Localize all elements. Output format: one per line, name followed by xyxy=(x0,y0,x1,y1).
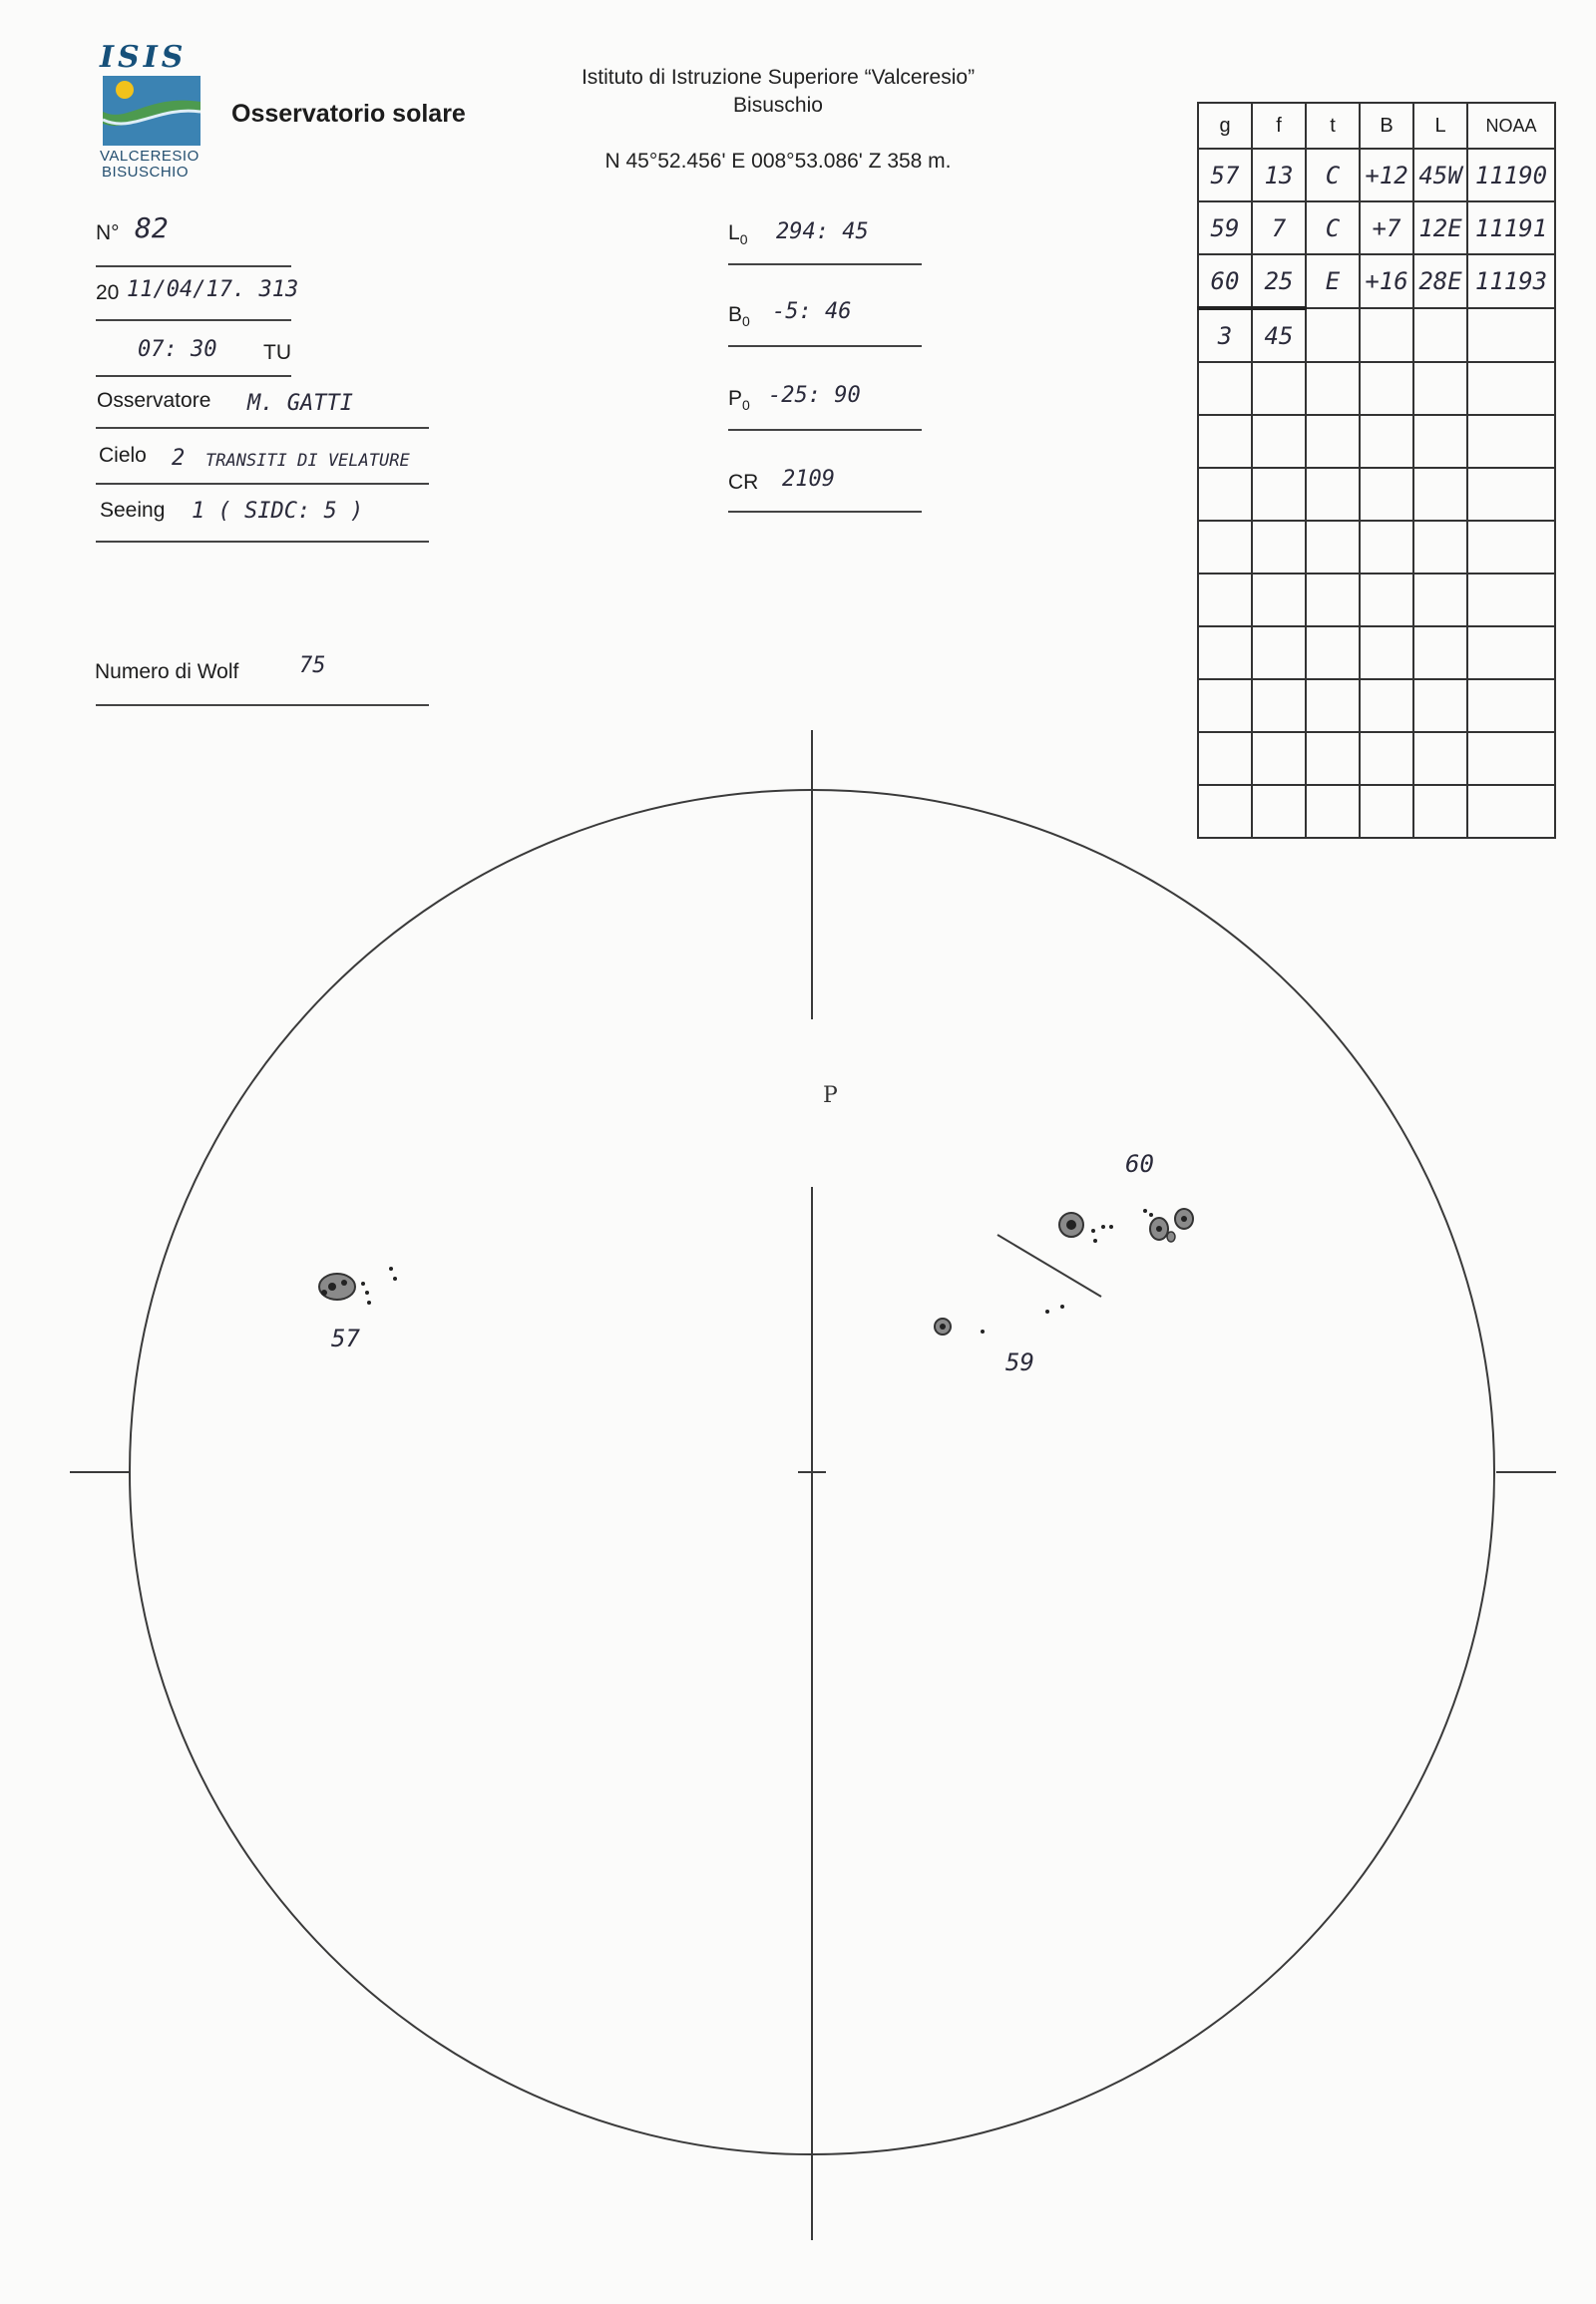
sunspot-group-60 xyxy=(1059,1209,1193,1243)
table-cell: C xyxy=(1306,149,1360,201)
header-f: f xyxy=(1252,103,1306,149)
table-cell: 57 xyxy=(1198,149,1252,201)
pole-label: P xyxy=(823,1083,838,1108)
header-noaa: NOAA xyxy=(1467,103,1555,149)
l0-value: 294: 45 xyxy=(776,219,869,244)
number-value: 82 xyxy=(135,211,169,244)
institute-name: Istituto di Istruzione Superiore “Valceresio” xyxy=(581,66,976,89)
observer-label: Osservatore xyxy=(97,389,211,412)
table-cell: 12E xyxy=(1413,201,1467,254)
group-label-60: 60 xyxy=(1125,1150,1154,1178)
header-l: L xyxy=(1413,103,1467,149)
table-cell: 11190 xyxy=(1467,149,1555,201)
table-cell: 59 xyxy=(1198,201,1252,254)
table-cell: +12 xyxy=(1360,149,1413,201)
seeing-value: 1 ( SIDC: 5 ) xyxy=(192,499,364,524)
sunspot-group-59 xyxy=(935,1305,1064,1335)
sky-label: Cielo xyxy=(99,444,147,467)
wolf-value: 75 xyxy=(299,653,326,678)
p0-value: -25: 90 xyxy=(768,383,861,408)
table-cell: C xyxy=(1306,201,1360,254)
table-cell: 11191 xyxy=(1467,201,1555,254)
header-t: t xyxy=(1306,103,1360,149)
time-value: 07: 30 xyxy=(138,337,217,362)
seeing-label: Seeing xyxy=(100,499,166,522)
sunspot-group-57 xyxy=(319,1267,397,1305)
table-cell: 3 xyxy=(1198,308,1252,362)
sky-value: 2 xyxy=(172,446,186,471)
date-prefix: 20 xyxy=(96,281,120,304)
institute-town: Bisuschio xyxy=(733,94,823,117)
b0-label: $B_0$ xyxy=(728,303,750,330)
number-label: N° xyxy=(96,221,120,244)
table-cell: 45W xyxy=(1413,149,1467,201)
observer-value: M. GATTI xyxy=(247,391,353,416)
date-value: 11/04/17. 313 xyxy=(127,277,299,302)
logo-caption: BISUSCHIO xyxy=(102,164,190,181)
cr-value: 2109 xyxy=(782,467,835,492)
table-cell: 7 xyxy=(1252,201,1306,254)
group-label-57: 57 xyxy=(331,1325,360,1352)
b0-value: -5: 46 xyxy=(772,299,852,324)
table-cell: E xyxy=(1306,254,1360,308)
wolf-label: Numero di Wolf xyxy=(95,660,239,683)
logo-caption: VALCERESIO xyxy=(100,148,200,165)
observatory-title: Osservatorio solare xyxy=(231,100,466,128)
p0-label: $P_0$ xyxy=(728,387,750,414)
cr-label: CR xyxy=(728,471,759,494)
table-cell: 11193 xyxy=(1467,254,1555,308)
logo-isis-text: ISIS xyxy=(100,40,188,75)
table-cell: 13 xyxy=(1252,149,1306,201)
table-cell: 25 xyxy=(1252,254,1306,308)
header-b: B xyxy=(1360,103,1413,149)
table-cell: 60 xyxy=(1198,254,1252,308)
site-coordinates: N 45°52.456' E 008°53.086' Z 358 m. xyxy=(604,150,952,173)
table-cell: +7 xyxy=(1360,201,1413,254)
direction-line xyxy=(998,1235,1101,1297)
header-g: g xyxy=(1198,103,1252,149)
table-cell: 45 xyxy=(1252,308,1306,362)
table-cell: 28E xyxy=(1413,254,1467,308)
time-unit: TU xyxy=(263,341,291,364)
sky-note: TRANSITI DI VELATURE xyxy=(205,451,410,471)
group-label-59: 59 xyxy=(1005,1348,1034,1376)
l0-label: $L_0$ xyxy=(728,221,748,248)
table-cell: +16 xyxy=(1360,254,1413,308)
